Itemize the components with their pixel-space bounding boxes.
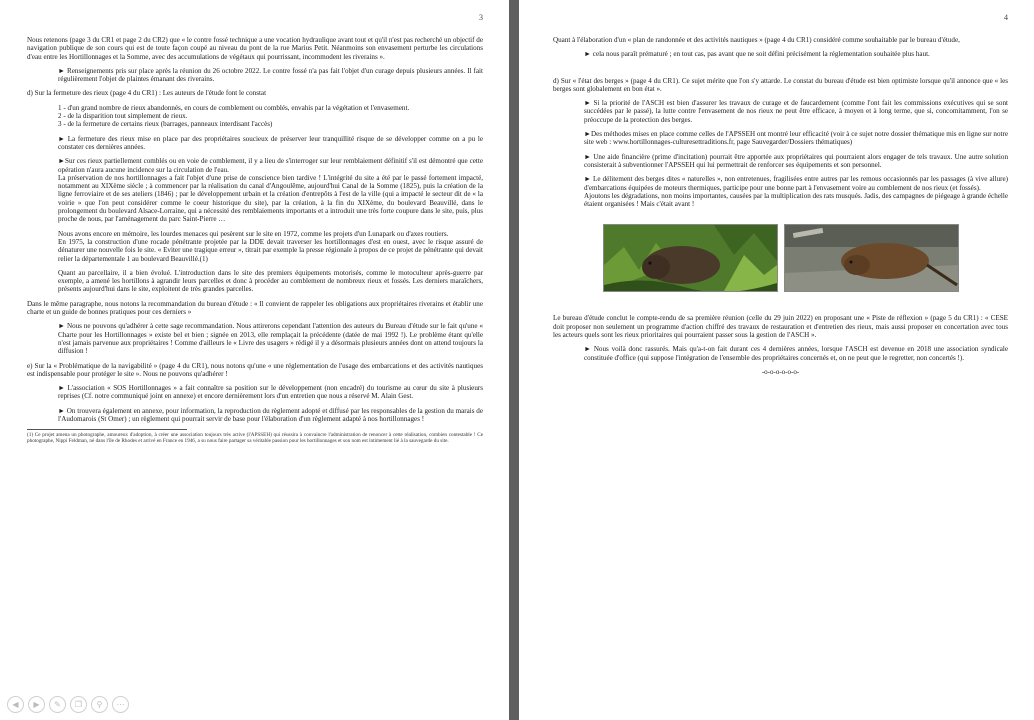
viewer-toolbar [7,696,129,713]
paragraph: Nous avons encore en mémoire, les lourdes menaces qui pesèrent sur le site en 1972, comme les projets d'un Lunapark ou d'axes routiers. [58,229,449,238]
paragraph: En 1975, la construction d'une rocade pénétrante projetée par la DDE devait traverser les hortillonnages d'est en ouest, avec le risque assuré de dénaturer une nouvelle fois le site. « Eviter une tragique erreur », titrait par exemple la presse régionale à propos de ce projet de pénétrante qui devait relier la départementale 1 au boulevard Beauvillé.(1) [58,237,483,263]
paragraph: ► La fermeture des rieux mise en place par des propriétaires soucieux de préserver leur tranquillité risque de se développer comme on a pu le constater ces dernières années. [58,134,483,151]
muskrat-photo-right [784,224,959,292]
paragraph: ► cela nous paraît prématuré ; en tout cas, pas avant que ne soit défini précisément la réglementation souhaitée plus haut. [584,50,930,59]
paragraph: Nous retenons (page 3 du CR1 et page 2 du CR2) que « le contre fossé technique a une vocation hydraulique avant tout et qu'il n'est pas recherché un objectif de navigation publique de son cours qui est de toute façon coupé au niveau du pont de la rue Marius Petit. Néanmoins son envasement perturbe les circulations d'eau entre les Hortillonnages et la Somme, avec des accumulations de végétaux qui pourrissant, incommodent les riverains ». [27,36,483,61]
paragraph: ► L'association « SOS Hortillonnages » a fait connaître sa position sur le développement (non encadré) du tourisme au cœur du site à plusieurs reprises (Cf. notre communiqué joint en annexe) et encore dernièrement lors d'un entretien que nous a réservé M. Alain Gest. [58,384,483,401]
section-heading-e: e) Sur la « Problématique de la navigabilité » (page 4 du CR1), nous notons qu'une « une réglementation de l'usage des embarcations et des activités nautiques est indispensable pour protéger le site ». Nous ne pouvons qu'adhérer ! [27,361,483,378]
list-item: 3 - de la fermeture de certains rieux (barrages, panneaux interdisant l'accès) [58,120,273,129]
paragraph: Ajoutons les dégradations, non moins importantes, causées par la multiplication des rats musqués. Jadis, des campagnes de piégeage à grande échelle étaient organisées ! Mais c'était avant ! [584,191,1008,209]
finding-list [27,104,483,129]
paragraph: ► Une aide financière (prime d'incitation) pourrait être apportée aux propriétaires qui pourraient alors engager de tels travaux. Une autre solution consisterait à subventionner l'APSSEH qui lui permettrait de renforcer ses équipements et son personnel. [584,152,1008,169]
list-item: 1 - d'un grand nombre de rieux abandonnés, en cours de comblement ou comblés, envahis par la végétation et l'envasement. [58,103,410,112]
zoom-icon[interactable]: ⚲ [91,696,108,713]
more-icon[interactable]: ⋯ [112,696,129,713]
paragraph: ► Nous ne pouvons qu'adhérer à cette sage recommandation. Nous attirerons cependant l'attention des auteurs du Bureau d'étude sur le fait qu'une « Charte pour les Hortillonnages » existe bel et bien ; signée en 2013, elle remplaçait la précédente (datée de mai 1992 !). Le problème étant qu'elle n'est jamais parvenue aux propriétaires ! Comme d'ailleurs le « Livre des usagers » rédigé il y a désormais plusieurs années dont on attend toujours la diffusion ! [58,322,483,356]
paragraph: ► On trouvera également en annexe, pour information, la reproduction du règlement adopté et diffusé par les responsables de la gestion du marais de l'Audomarois (St Omer) ; un règlement qui pourrait servir de base pour l'élaboration d'un règlement adapté à nos hortillonnages ! [58,406,483,423]
paragraph: ►Sur ces rieux partiellement comblés ou en voie de comblement, il y a lieu de s'interroger sur leur remblaiement définitif s'il est démontré que cette opération n'aura aucune incidence sur la circulation de l'eau. [58,157,483,174]
list-item: 2 - de la disparition tout simplement de rieux. [58,112,188,121]
paragraph: ► Si la priorité de l'ASCH est bien d'assurer les travaux de curage et de faucardement (comme l'ont fait les commissions exécutives qui se sont succédées par le passé), la lutte contre l'envasement de nos rieux ne peut être efficace, à moyen et à long terme, que si, concomitamment, l'on se préoccupe de la protection des berges. [584,99,1008,124]
footnote-divider [27,429,187,430]
page-number: 4 [1004,13,1008,22]
paragraph: Quant au parcellaire, il a bien évolué. L'introduction dans le site des premiers équipements motorisés, comme le motoculteur après-guerre par exemple, a amené les hortillons à agrandir leurs parcelles et donc à procéder au comblement de nombreux rieux et fossés. Les derniers maraîchers, présents aujourd'hui dans le site, exploitent de très grandes parcelles. [58,268,483,294]
pages-icon[interactable]: ❐ [70,696,87,713]
next-page-icon[interactable]: ▶ [28,696,45,713]
page-4 [519,0,1034,720]
paragraph: Le bureau d'étude conclut le compte-rendu de sa première réunion (celle du 29 juin 2022) en proposant une « Piste de réflexion » (page 5 du CR1) : « CESE doit proposer non seulement un programme d'action chiffré des travaux de restauration et d'entretien des rieux, mais aussi proposer en concertation avec tous les acteurs quels sont les rieux prioritaires qui pourraient passer sous la gestion de l'ASCH ». [553,314,1008,340]
page-3 [0,0,509,720]
paragraph: Dans le même paragraphe, nous notons la recommandation du bureau d'étude : « Il convient de rappeler les obligations aux propriétaires riverains et établir une charte et un guide de bonnes pratiques pour ces derniers » [27,299,483,317]
pen-icon[interactable]: ✎ [49,696,66,713]
page-number: 3 [479,13,483,22]
footnote: (1) Ce projet amena un photographe, amoureux d'adoption, à créer une association toujours très active (l'APSSEH) qui réussira à convaincre l'administration de renoncer à cette réalisation, combien contestable ! Ce photographe, Nippi Feldman, né dans l'île de Rhodes et arrivé en France en 1946, a su nous faire partager sa véritable passion pour les hortillonnages et son nom est intimement lié à la sauvegarde du site. [27,432,483,445]
paragraph: ► Renseignements pris sur place après la réunion du 26 octobre 2022. Le contre fossé n'a pas fait l'objet d'un curage depuis plusieurs années. Il fait régulièrement l'objet de plaintes émanant des riverains. [58,66,483,84]
previous-page-icon[interactable]: ◀ [7,696,24,713]
paragraph: Quant à l'élaboration d'un « plan de randonnée et des activités nautiques » (page 4 du CR1) considéré comme souhaitable par le bureau d'étude, [553,36,960,44]
section-heading-d: d) Sur la fermeture des rieux (page 4 du CR1) : Les auteurs de l'étude font le constat [27,89,267,98]
paragraph: ► Nous voilà donc rassurés. Mais qu'a-t-on fait durant ces 4 dernières années, lorsque l'ASCH est devenue en 2018 une association syndicale constituée d'office (qui suppose l'intégration de l'ensemble des propriétaires concernés et, on ne peut que le regretter, non concertés !). [584,345,1008,362]
paragraph: ►Des méthodes mises en place comme celles de l'APSSEH ont montré leur efficacité (voir à ce sujet notre dossier thématique mis en ligne sur notre site web : www.hortillonnages-culturesettraditions.fr, page Sauvegarder/Dossiers thématiques) [584,130,1008,147]
end-separator: -o-o-o-o-o-o- [761,367,800,376]
section-heading-d: d) Sur « l'état des berges » (page 4 du CR1). Ce sujet mérite que l'on s'y attarde. Le constat du bureau d'étude est bien optimiste lorsque qu'il annonce que « les berges sont globalement en bon état ». [553,76,1008,93]
paragraph: ► Le délitement des berges dites « naturelles », non entretenues, fragilisées entre autres par les remous occasionnés par les passages (à vive allure) d'embarcations équipées de moteurs thermiques, participe pour une bonne part à l'envasement voire au comblement de nos rieux (et fossés). [584,175,1008,192]
paragraph: La préservation de nos hortillonnages a fait l'objet d'une prise de conscience bien tardive ! L'intégrité du site a été par le passé fortement impacté, notamment au XIXème siècle ; à commencer par la réalisation du canal d'Angoulême, aujourd'hui Canal de la Somme (1825), puis la création de la ligne ferroviaire et de ses ateliers (1846) ; par le développement urbain et la création d'entrepôts à l'est de la ville (qui a impacté le secteur dit de « la voirie » que l'on peut considérer comme le coeur historique du site), par la création, à la fin du XIXème, du boulevard Beauvillé, dans le prolongement du boulevard Alsace-Lorraine, qui a nécessité des remblaiements importants et a introduit une très forte coupure dans le site, puis, plus proche de nous, par l'aménagement du parc Saint-Pierre … [58,173,483,224]
photo-row [553,224,1008,292]
muskrat-photo-left [603,224,778,292]
